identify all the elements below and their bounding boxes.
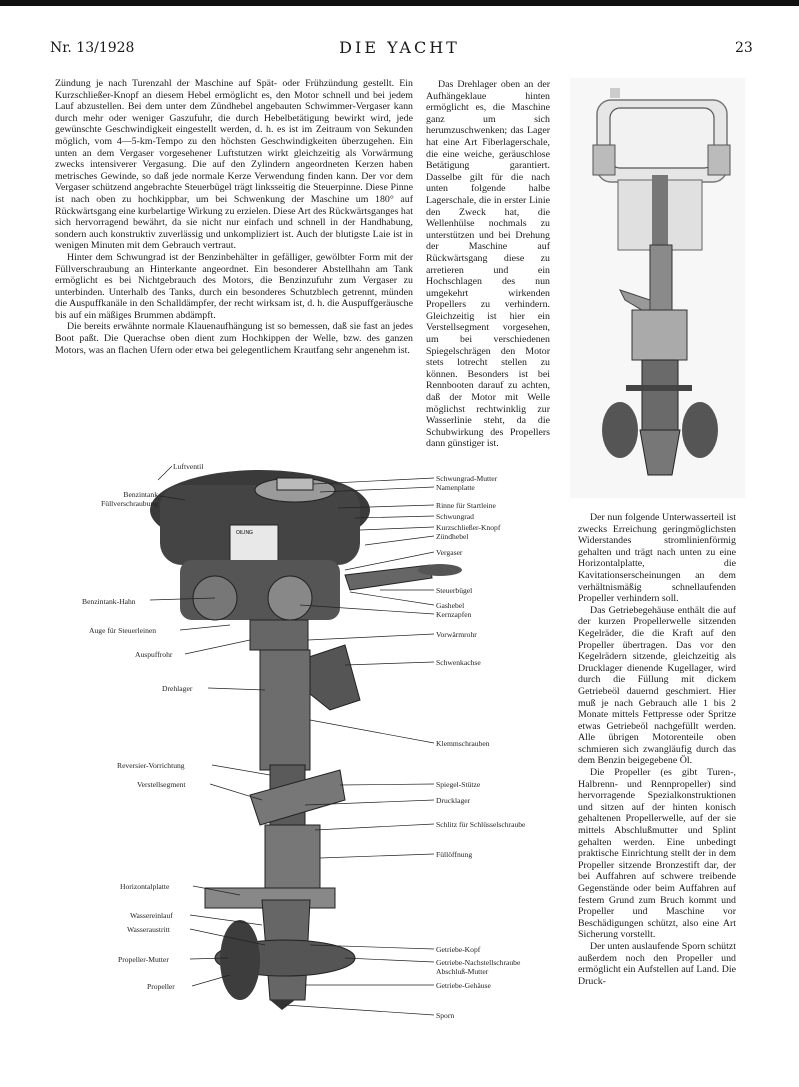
label-benzintank: Benzintank xyxy=(123,490,158,499)
label-drucklager: Drucklager xyxy=(436,796,471,805)
label-auge-steuerleinen: Auge für Steuerleinen xyxy=(89,626,157,635)
paragraph: Hinter dem Schwungrad ist der Benzinbehälter in gefälliger, gewölbter Form mit der Füllverschraubung an Hinterkante angeordnet. Ein besonderer Abstellhahn am Tank ermöglicht es bei Nichtgebrauch des Motors, die Benzinzufuhr zum Vergaser zu unterbinden. Unterhalb des Tanks, durch ein besonderes Schutzblech getrennt, münden die Auspuffkanäle in den Schalldämpfer, der recht wirksam ist, d. h. die Auspuffgeräusche bis auf ein mäßiges Brummen abdämpft. xyxy=(55,251,413,321)
label-vergaser: Vergaser xyxy=(436,548,463,557)
paragraph: Die Propeller (es gibt Turen-, Halbrenn- und Rennpropeller) sind hervorragende Spezialkonstruktionen und sitzen auf der hinten konisch gehaltenen Propellerwelle, auf der sie mittels Abschlußmutter und Splint gehalten werden. Eine unbedingt praktische Einrichtung stellt der in dem Propeller sitzende Bronzestift dar, der bei Auffahren auf schwere treibende Gegenstände oder beim Auffahren auf festem Grund zum Bruch kommt und Propeller und Maschine vor Beschädigungen schützt, also eine Art Sicherung vorstellt. xyxy=(578,767,736,941)
label-spiegel-stuetze: Spiegel-Stütze xyxy=(436,780,481,789)
label-propeller-mutter: Propeller-Mutter xyxy=(118,955,169,964)
paragraph: Die bereits erwähnte normale Klauenaufhängung ist so bemessen, daß sie fast an jedes Boot paßt. Die Querachse oben dient zum Hochkippen der Welle, bzw. des ganzen Motors, was an flachen Ufern oder etwa bei gelegentlichem Krautfang sehr angenehm ist. xyxy=(55,321,413,356)
label-sporn: Sporn xyxy=(436,1011,455,1020)
paragraph: Zündung je nach Turenzahl der Maschine auf Spät- oder Frühzündung gestellt. Ein Kurzschließer-Knopf an diesem Hebel ermöglicht es, den Motor schnell und bei jedem Lauf abzustellen. Bei dem unter dem Zündhebel angebauten Schwimmer-Vergaser kann durch mehr oder weniger Gaszufuhr, die durch Hebelbetätigung bewirkt wird, jede gewünschte Geschwindigkeit eingestellt werden, d. h. es ist im Zeitraum von Sekunden möglich, vom 4—5-km-Tempo zu den höchsten Geschwindigkeiten überzugehen. Ein unten an dem Vergaser vorgesehener Luftstutzen wirkt gleichzeitig als Vorwärmung zwecks intensiverer Vergasung. Die auf den Zylindern angeordneten Kerzen haben metrisches Gewinde, so daß jede normale Kerze Verwendung finden kann. Der vor dem Vergaser schützend angebrachte Steuerbügel trägt linksseitig die Steuerpinne. Diese Pinne ist nach oben zu hochkippbar, um bei Schwenkung der Maschine um 180° auf Rückwärtsgang eine kurbelartige Wirkung zu erzielen. Diese Art des Rückwärtsganges hat sich hervorragend bewährt, da sie nicht nur einfach und schnell in der Handhabung, sondern auch konstruktiv zuverlässig und unkompliziert ist. Auch der blutigste Laie ist in wenigen Minuten mit dem Gebrauch vertraut. xyxy=(55,78,413,252)
plate-text: OILING xyxy=(236,530,253,536)
label-auspuffrohr: Auspuffrohr xyxy=(135,650,173,659)
issue-number: Nr. 13/1928 xyxy=(50,40,135,56)
label-gashebel: Gashebel xyxy=(436,601,465,610)
label-zuendhebel: Zündhebel xyxy=(436,532,469,541)
label-fuellverschraubung: Füllverschraubung xyxy=(101,499,158,508)
label-klemmschrauben: Klemmschrauben xyxy=(436,739,490,748)
label-schwenkachse: Schwenkachse xyxy=(436,658,481,667)
label-rinne-startleine: Rinne für Startleine xyxy=(436,501,496,510)
label-propeller: Propeller xyxy=(147,982,175,991)
label-abschluss-mutter: Abschluß-Mutter xyxy=(436,967,489,976)
label-getriebe-nachstellschraube: Getriebe-Nachstellschraube xyxy=(436,958,521,967)
label-wassereinlauf: Wassereinlauf xyxy=(130,911,173,920)
paragraph: Das Getriebegehäuse enthält die auf der kurzen Propellerwelle sitzenden Kegelräder, die die Kraft auf den Propeller übertragen. Das vor den Kegelrädern sitzende, gleichzeitig als Drucklager dienende Kugellager, wird durch die Füllung mit dickem Getriebeöl dauernd geschmiert. Hier muß je nach Gebrauch alle 1 bis 2 Monate mittels Fettpresse oder Spritze etwas Getriebeöl nachgefüllt werden. Alle übrigen Motorenteile oben schmieren sich zwangläufig durch das dem Benzin beigegebene Öl. xyxy=(578,604,736,767)
label-fuelloeffnung: Füllöffnung xyxy=(436,850,473,859)
label-getriebe-kopf: Getriebe-Kopf xyxy=(436,945,481,954)
label-benzintank-hahn: Benzintank-Hahn xyxy=(82,597,136,606)
paragraph: Der unten auslaufende Sporn schützt außerdem noch den Propeller und ermöglicht ein Aufstellen auf Land. Die Druck- xyxy=(578,940,736,987)
label-steuerbuegel: Steuerbügel xyxy=(436,586,473,595)
journal-title: DIE YACHT xyxy=(339,38,460,57)
label-schwungrad: Schwungrad xyxy=(436,512,474,521)
label-schwungrad-mutter: Schwungrad-Mutter xyxy=(436,474,498,483)
label-luftventil: Luftventil xyxy=(173,462,204,471)
label-kurzschliesser-knopf: Kurzschließer-Knopf xyxy=(436,523,501,532)
label-wasseraustritt: Wasseraustritt xyxy=(127,925,170,934)
label-vorwaermrohr: Vorwärmrohr xyxy=(436,630,477,639)
paragraph: Der nun folgende Unterwasserteil ist zwecks Erreichung geringmöglichsten Widerstandes stromlinienförmig gehalten und trägt nach unten zu eine Horizontalplatte, die Kavitationserscheinungen an dem verhältnismäßig schnellaufenden Propeller verhindern soll. xyxy=(578,512,736,605)
label-verstellsegment: Verstellsegment xyxy=(137,780,186,789)
paragraph: Das Drehlager oben an der Aufhängeklaue hinten ermöglicht es, die Maschine ganz um sich herumzuschwenken; das Lager hat eine Art Fiberlagerschale, die eine weiche, geräuschlose Betätigung garantiert. Dasselbe gilt für die nach unten folgende halbe Lagerschale, die in erster Linie den Zweck hat, die Wellenhülse nochmals zu unterstützen und bei Drehung der Maschine auf Rückwärtsgang diese zu arretieren und ein Hochschlagen des nun umgekehrt wirkenden Propellers zu verhindern. Gleichzeitig ist hier ein Verstellsegment vorgesehen, um bei verschiedenen Spiegelschrägen den Motor stets lotrecht stellen zu können. Besonders ist bei Rennbooten darauf zu achten, daß der Motor mit Welle möglichst rechtwinklig zur Wasserlinie steht, da die Schubwirkung des Propellers dann günstiger ist. xyxy=(426,79,550,450)
label-namenplatte: Namenplatte xyxy=(436,483,475,492)
page-number: 23 xyxy=(735,40,753,56)
label-reversier-vorrichtung: Reversier-Vorrichtung xyxy=(117,761,185,770)
label-kernzapfen: Kernzapfen xyxy=(436,610,472,619)
outboard-photo xyxy=(570,78,745,498)
label-drehlager: Drehlager xyxy=(162,684,193,693)
label-horizontalplatte: Horizontalplatte xyxy=(120,882,170,891)
label-getriebe-gehaeuse: Getriebe-Gehäuse xyxy=(436,981,491,990)
label-schlitz-schluesselschraube: Schlitz für Schlüsselschraube xyxy=(436,820,526,829)
